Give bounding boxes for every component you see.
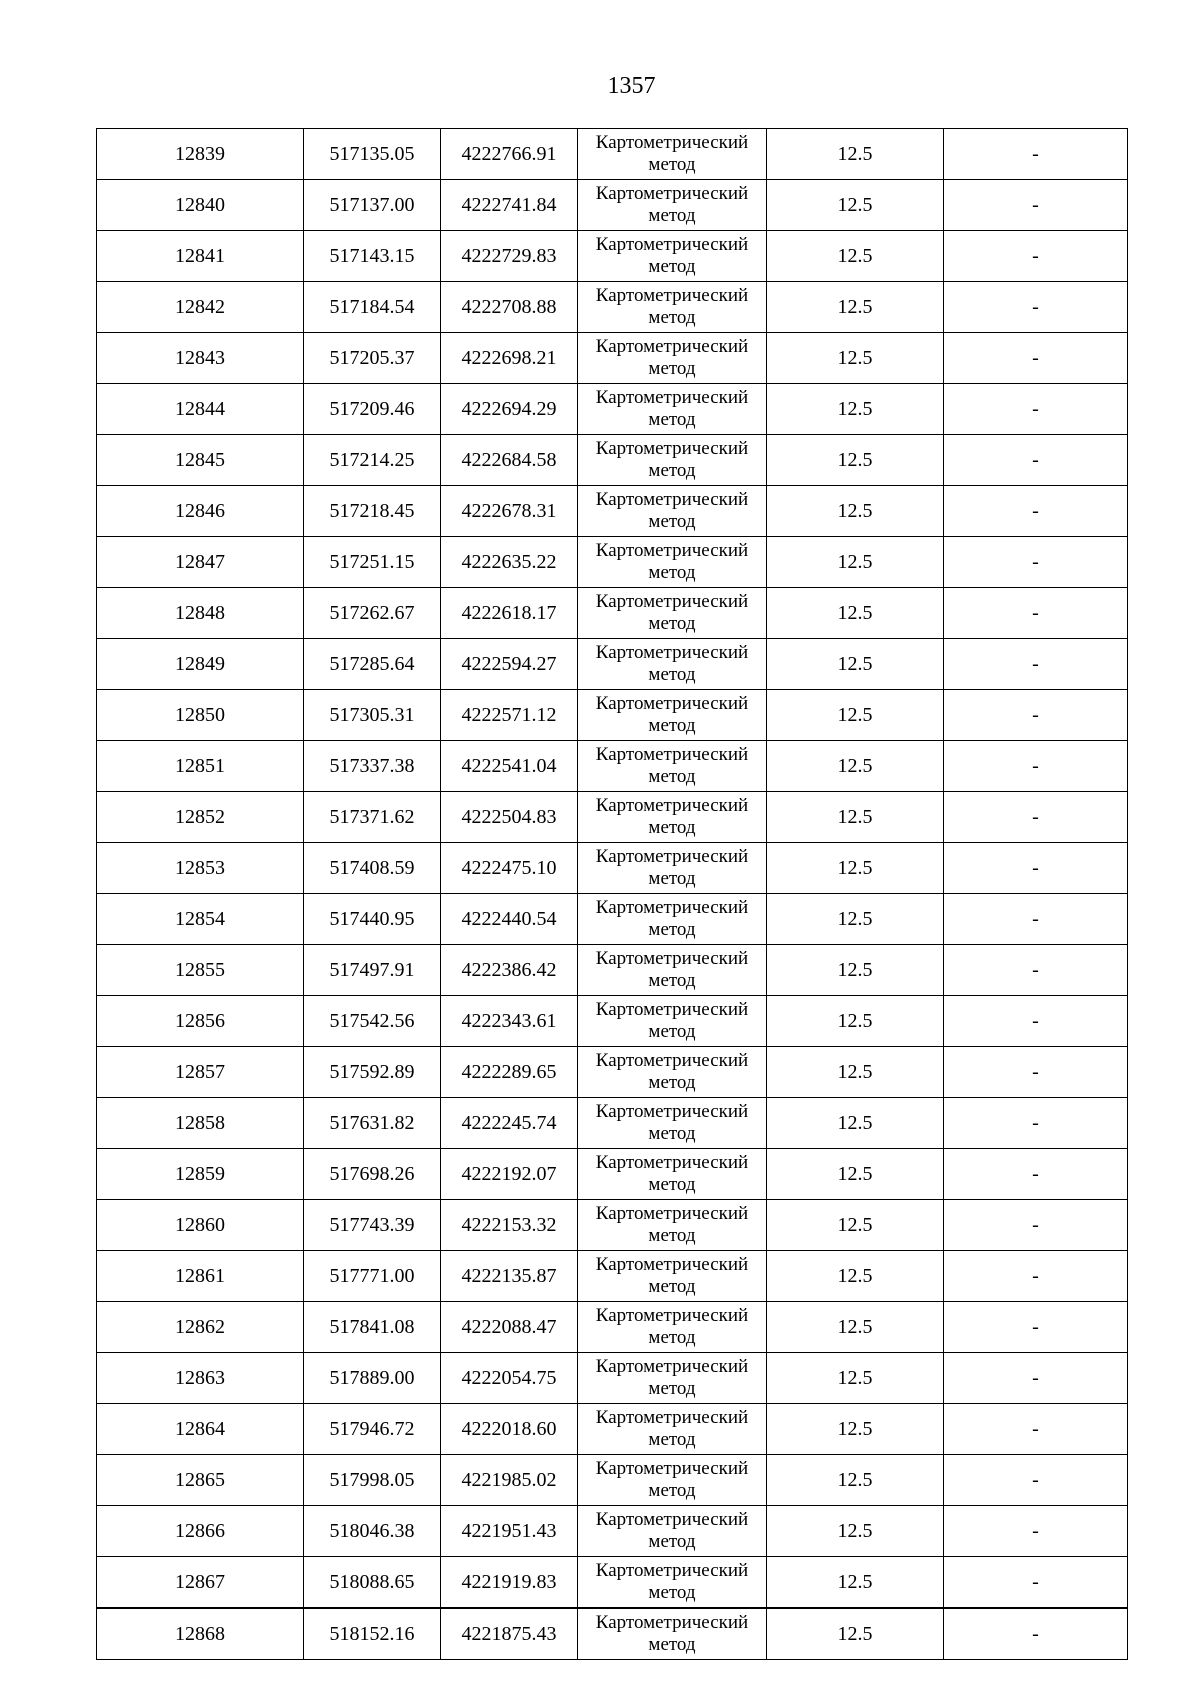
point-number-cell: 12868 (97, 1608, 304, 1660)
point-number-cell: 12854 (97, 894, 304, 945)
accuracy-cell: 12.5 (767, 690, 944, 741)
method-cell (578, 1353, 767, 1404)
table-row (97, 486, 1128, 537)
table-row (97, 1149, 1128, 1200)
accuracy-cell: 12.5 (767, 639, 944, 690)
y-coordinate-cell: 4222245.74 (441, 1098, 578, 1149)
point-number-cell: 12860 (97, 1200, 304, 1251)
y-coordinate-cell: 4222698.21 (441, 333, 578, 384)
coordinates-table (96, 128, 1128, 1660)
accuracy-cell: 12.5 (767, 1455, 944, 1506)
method-cell (578, 486, 767, 537)
method-word-line: метод (648, 1072, 696, 1093)
description-cell: - (944, 639, 1128, 690)
table-row (97, 1608, 1128, 1660)
table-row (97, 180, 1128, 231)
description-cell: - (944, 180, 1128, 231)
y-coordinate-cell: 4221951.43 (441, 1506, 578, 1557)
description-cell: - (944, 435, 1128, 486)
accuracy-cell: 12.5 (767, 1251, 944, 1302)
description-cell: - (944, 1200, 1128, 1251)
x-coordinate-cell: 517214.25 (304, 435, 441, 486)
point-number-cell: 12858 (97, 1098, 304, 1149)
y-coordinate-cell: 4222766.91 (441, 129, 578, 180)
method-name-line: Картометрический (595, 1203, 749, 1224)
method-word-line: метод (648, 664, 696, 685)
method-word-line: метод (648, 1021, 696, 1042)
table-row (97, 843, 1128, 894)
method-word-line: метод (648, 1634, 696, 1655)
method-name-line: Картометрический (595, 846, 749, 867)
method-word-line: метод (648, 511, 696, 532)
point-number-cell: 12865 (97, 1455, 304, 1506)
accuracy-cell: 12.5 (767, 180, 944, 231)
description-cell: - (944, 1251, 1128, 1302)
y-coordinate-cell: 4222135.87 (441, 1251, 578, 1302)
description-cell: - (944, 1557, 1128, 1609)
method-name-line: Картометрический (595, 744, 749, 765)
table-row (97, 1557, 1128, 1609)
point-number-cell: 12850 (97, 690, 304, 741)
point-number-cell: 12862 (97, 1302, 304, 1353)
method-word-line: метод (648, 1429, 696, 1450)
accuracy-cell: 12.5 (767, 996, 944, 1047)
description-cell: - (944, 843, 1128, 894)
method-cell (578, 1251, 767, 1302)
point-number-cell: 12867 (97, 1557, 304, 1609)
point-number-cell: 12856 (97, 996, 304, 1047)
x-coordinate-cell: 517841.08 (304, 1302, 441, 1353)
method-word-line: метод (648, 1327, 696, 1348)
description-cell: - (944, 282, 1128, 333)
page-number: 1357 (607, 73, 656, 99)
method-name-line: Картометрический (595, 438, 749, 459)
accuracy-cell: 12.5 (767, 588, 944, 639)
y-coordinate-cell: 4222192.07 (441, 1149, 578, 1200)
description-cell: - (944, 1506, 1128, 1557)
x-coordinate-cell: 517137.00 (304, 180, 441, 231)
x-coordinate-cell: 517218.45 (304, 486, 441, 537)
method-word-line: метод (648, 256, 696, 277)
y-coordinate-cell: 4222741.84 (441, 180, 578, 231)
y-coordinate-cell: 4222594.27 (441, 639, 578, 690)
method-word-line: метод (648, 409, 696, 430)
method-name-line: Картометрический (595, 387, 749, 408)
table-row (97, 588, 1128, 639)
y-coordinate-cell: 4222440.54 (441, 894, 578, 945)
method-cell (578, 690, 767, 741)
y-coordinate-cell: 4222504.83 (441, 792, 578, 843)
description-cell: - (944, 333, 1128, 384)
x-coordinate-cell: 517743.39 (304, 1200, 441, 1251)
table-row (97, 945, 1128, 996)
method-cell (578, 1149, 767, 1200)
method-cell (578, 435, 767, 486)
point-number-cell: 12843 (97, 333, 304, 384)
method-cell (578, 129, 767, 180)
y-coordinate-cell: 4222678.31 (441, 486, 578, 537)
method-name-line: Картометрический (595, 1254, 749, 1275)
accuracy-cell: 12.5 (767, 1353, 944, 1404)
method-word-line: метод (648, 358, 696, 379)
method-word-line: метод (648, 1225, 696, 1246)
method-name-line: Картометрический (595, 1356, 749, 1377)
point-number-cell: 12846 (97, 486, 304, 537)
description-cell: - (944, 129, 1128, 180)
method-word-line: метод (648, 766, 696, 787)
x-coordinate-cell: 517497.91 (304, 945, 441, 996)
point-number-cell: 12851 (97, 741, 304, 792)
accuracy-cell: 12.5 (767, 129, 944, 180)
method-cell (578, 1608, 767, 1660)
table-row (97, 639, 1128, 690)
point-number-cell: 12852 (97, 792, 304, 843)
table-row (97, 1098, 1128, 1149)
y-coordinate-cell: 4222153.32 (441, 1200, 578, 1251)
accuracy-cell: 12.5 (767, 537, 944, 588)
method-name-line: Картометрический (595, 1509, 749, 1530)
description-cell: - (944, 486, 1128, 537)
method-name-line: Картометрический (595, 1101, 749, 1122)
point-number-cell: 12844 (97, 384, 304, 435)
description-cell: - (944, 690, 1128, 741)
coordinates-table-body (97, 129, 1128, 1660)
accuracy-cell: 12.5 (767, 486, 944, 537)
point-number-cell: 12840 (97, 180, 304, 231)
table-row (97, 1353, 1128, 1404)
description-cell: - (944, 537, 1128, 588)
point-number-cell: 12853 (97, 843, 304, 894)
method-name-line: Картометрический (595, 285, 749, 306)
description-cell: - (944, 1404, 1128, 1455)
point-number-cell: 12847 (97, 537, 304, 588)
description-cell: - (944, 1608, 1128, 1660)
y-coordinate-cell: 4221919.83 (441, 1557, 578, 1609)
table-row (97, 1404, 1128, 1455)
method-name-line: Картометрический (595, 132, 749, 153)
method-cell (578, 843, 767, 894)
method-word-line: метод (648, 1378, 696, 1399)
accuracy-cell: 12.5 (767, 945, 944, 996)
accuracy-cell: 12.5 (767, 384, 944, 435)
method-cell (578, 537, 767, 588)
method-word-line: метод (648, 1174, 696, 1195)
x-coordinate-cell: 518152.16 (304, 1608, 441, 1660)
accuracy-cell: 12.5 (767, 282, 944, 333)
method-word-line: метод (648, 154, 696, 175)
x-coordinate-cell: 517631.82 (304, 1098, 441, 1149)
method-cell (578, 996, 767, 1047)
method-cell (578, 1404, 767, 1455)
accuracy-cell: 12.5 (767, 1047, 944, 1098)
table-row (97, 333, 1128, 384)
description-cell: - (944, 384, 1128, 435)
method-cell (578, 384, 767, 435)
accuracy-cell: 12.5 (767, 1506, 944, 1557)
method-word-line: метод (648, 307, 696, 328)
method-name-line: Картометрический (595, 591, 749, 612)
accuracy-cell: 12.5 (767, 1608, 944, 1660)
method-name-line: Картометрический (595, 1305, 749, 1326)
point-number-cell: 12848 (97, 588, 304, 639)
table-row (97, 1200, 1128, 1251)
method-word-line: метод (648, 1276, 696, 1297)
method-word-line: метод (648, 1531, 696, 1552)
table-row (97, 1047, 1128, 1098)
table-row (97, 1455, 1128, 1506)
method-name-line: Картометрический (595, 1407, 749, 1428)
y-coordinate-cell: 4222541.04 (441, 741, 578, 792)
method-name-line: Картометрический (595, 183, 749, 204)
accuracy-cell: 12.5 (767, 1557, 944, 1609)
method-name-line: Картометрический (595, 693, 749, 714)
table-row (97, 996, 1128, 1047)
description-cell: - (944, 945, 1128, 996)
accuracy-cell: 12.5 (767, 1200, 944, 1251)
point-number-cell: 12863 (97, 1353, 304, 1404)
description-cell: - (944, 996, 1128, 1047)
description-cell: - (944, 588, 1128, 639)
method-word-line: метод (648, 460, 696, 481)
method-word-line: метод (648, 868, 696, 889)
point-number-cell: 12855 (97, 945, 304, 996)
x-coordinate-cell: 518088.65 (304, 1557, 441, 1609)
method-word-line: метод (648, 817, 696, 838)
x-coordinate-cell: 517143.15 (304, 231, 441, 282)
accuracy-cell: 12.5 (767, 741, 944, 792)
method-cell (578, 1557, 767, 1609)
method-cell (578, 1302, 767, 1353)
method-cell (578, 231, 767, 282)
method-cell (578, 333, 767, 384)
x-coordinate-cell: 517946.72 (304, 1404, 441, 1455)
method-word-line: метод (648, 919, 696, 940)
description-cell: - (944, 1047, 1128, 1098)
table-row (97, 384, 1128, 435)
method-word-line: метод (648, 562, 696, 583)
x-coordinate-cell: 517262.67 (304, 588, 441, 639)
y-coordinate-cell: 4222729.83 (441, 231, 578, 282)
y-coordinate-cell: 4222289.65 (441, 1047, 578, 1098)
table-row (97, 1302, 1128, 1353)
method-name-line: Картометрический (595, 948, 749, 969)
point-number-cell: 12849 (97, 639, 304, 690)
method-name-line: Картометрический (595, 999, 749, 1020)
accuracy-cell: 12.5 (767, 894, 944, 945)
method-cell (578, 894, 767, 945)
accuracy-cell: 12.5 (767, 1149, 944, 1200)
method-name-line: Картометрический (595, 1050, 749, 1071)
y-coordinate-cell: 4222694.29 (441, 384, 578, 435)
method-word-line: метод (648, 205, 696, 226)
description-cell: - (944, 741, 1128, 792)
accuracy-cell: 12.5 (767, 435, 944, 486)
description-cell: - (944, 894, 1128, 945)
table-row (97, 741, 1128, 792)
point-number-cell: 12861 (97, 1251, 304, 1302)
x-coordinate-cell: 517205.37 (304, 333, 441, 384)
method-name-line: Картометрический (595, 1458, 749, 1479)
description-cell: - (944, 231, 1128, 282)
method-word-line: метод (648, 613, 696, 634)
accuracy-cell: 12.5 (767, 1404, 944, 1455)
y-coordinate-cell: 4222708.88 (441, 282, 578, 333)
accuracy-cell: 12.5 (767, 1098, 944, 1149)
method-name-line: Картометрический (595, 540, 749, 561)
table-row (97, 231, 1128, 282)
table-row (97, 792, 1128, 843)
accuracy-cell: 12.5 (767, 792, 944, 843)
method-cell (578, 1506, 767, 1557)
method-word-line: метод (648, 1123, 696, 1144)
y-coordinate-cell: 4222475.10 (441, 843, 578, 894)
x-coordinate-cell: 517771.00 (304, 1251, 441, 1302)
y-coordinate-cell: 4222054.75 (441, 1353, 578, 1404)
x-coordinate-cell: 517184.54 (304, 282, 441, 333)
point-number-cell: 12864 (97, 1404, 304, 1455)
method-cell (578, 282, 767, 333)
accuracy-cell: 12.5 (767, 1302, 944, 1353)
table-row (97, 1251, 1128, 1302)
method-cell (578, 1455, 767, 1506)
description-cell: - (944, 1353, 1128, 1404)
method-word-line: метод (648, 970, 696, 991)
y-coordinate-cell: 4222618.17 (441, 588, 578, 639)
x-coordinate-cell: 517251.15 (304, 537, 441, 588)
table-row (97, 282, 1128, 333)
y-coordinate-cell: 4222018.60 (441, 1404, 578, 1455)
point-number-cell: 12866 (97, 1506, 304, 1557)
method-name-line: Картометрический (595, 1152, 749, 1173)
method-name-line: Картометрический (595, 489, 749, 510)
accuracy-cell: 12.5 (767, 231, 944, 282)
method-cell (578, 639, 767, 690)
point-number-cell: 12845 (97, 435, 304, 486)
y-coordinate-cell: 4222343.61 (441, 996, 578, 1047)
method-word-line: метод (648, 715, 696, 736)
method-cell (578, 945, 767, 996)
method-word-line: метод (648, 1480, 696, 1501)
point-number-cell: 12857 (97, 1047, 304, 1098)
description-cell: - (944, 1098, 1128, 1149)
x-coordinate-cell: 517542.56 (304, 996, 441, 1047)
table-row (97, 894, 1128, 945)
x-coordinate-cell: 517592.89 (304, 1047, 441, 1098)
description-cell: - (944, 792, 1128, 843)
method-cell (578, 741, 767, 792)
table-row (97, 537, 1128, 588)
point-number-cell: 12839 (97, 129, 304, 180)
description-cell: - (944, 1149, 1128, 1200)
x-coordinate-cell: 517305.31 (304, 690, 441, 741)
x-coordinate-cell: 517337.38 (304, 741, 441, 792)
x-coordinate-cell: 517285.64 (304, 639, 441, 690)
y-coordinate-cell: 4222684.58 (441, 435, 578, 486)
method-cell (578, 588, 767, 639)
x-coordinate-cell: 517998.05 (304, 1455, 441, 1506)
description-cell: - (944, 1302, 1128, 1353)
table-row (97, 690, 1128, 741)
table-row (97, 1506, 1128, 1557)
y-coordinate-cell: 4222386.42 (441, 945, 578, 996)
method-cell (578, 1098, 767, 1149)
y-coordinate-cell: 4221985.02 (441, 1455, 578, 1506)
x-coordinate-cell: 517209.46 (304, 384, 441, 435)
method-cell (578, 180, 767, 231)
method-name-line: Картометрический (595, 234, 749, 255)
method-name-line: Картометрический (595, 642, 749, 663)
y-coordinate-cell: 4221875.43 (441, 1608, 578, 1660)
x-coordinate-cell: 517698.26 (304, 1149, 441, 1200)
method-name-line: Картометрический (595, 795, 749, 816)
accuracy-cell: 12.5 (767, 333, 944, 384)
x-coordinate-cell: 517135.05 (304, 129, 441, 180)
y-coordinate-cell: 4222571.12 (441, 690, 578, 741)
x-coordinate-cell: 517408.59 (304, 843, 441, 894)
point-number-cell: 12841 (97, 231, 304, 282)
table-row (97, 435, 1128, 486)
method-cell (578, 1200, 767, 1251)
method-name-line: Картометрический (595, 1560, 749, 1581)
method-word-line: метод (648, 1582, 696, 1603)
point-number-cell: 12842 (97, 282, 304, 333)
x-coordinate-cell: 517440.95 (304, 894, 441, 945)
x-coordinate-cell: 517889.00 (304, 1353, 441, 1404)
y-coordinate-cell: 4222635.22 (441, 537, 578, 588)
method-name-line: Картометрический (595, 897, 749, 918)
method-cell (578, 792, 767, 843)
table-row (97, 129, 1128, 180)
y-coordinate-cell: 4222088.47 (441, 1302, 578, 1353)
x-coordinate-cell: 517371.62 (304, 792, 441, 843)
description-cell: - (944, 1455, 1128, 1506)
method-name-line: Картометрический (595, 1612, 749, 1633)
method-cell (578, 1047, 767, 1098)
point-number-cell: 12859 (97, 1149, 304, 1200)
accuracy-cell: 12.5 (767, 843, 944, 894)
method-name-line: Картометрический (595, 336, 749, 357)
x-coordinate-cell: 518046.38 (304, 1506, 441, 1557)
